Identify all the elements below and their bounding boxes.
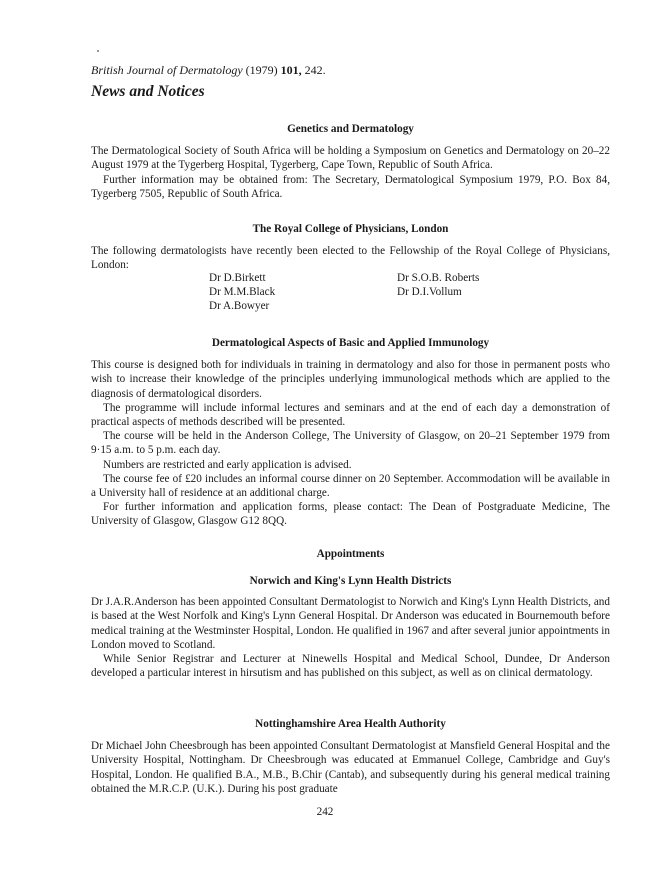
notts-section bbox=[91, 717, 610, 796]
rcp-paragraph: The following dermatologists have recently been elected to the Fellowship of the Royal College of Physicians, London: bbox=[91, 245, 610, 272]
immunology-heading: Dermatological Aspects of Basic and Applied Immunology bbox=[211, 337, 490, 349]
fellow-name: Dr A.Bowyer bbox=[209, 300, 270, 312]
journal-citation bbox=[91, 63, 326, 78]
immunology-paragraph-1: This course is designed both for individuals in training in dermatology and also for those in permanent posts who wish to increase their knowledge of the principles underlying immunological methods which are applied to the diagnosis of dermatological disorders. bbox=[91, 359, 610, 400]
journal-name: British Journal of Dermatology bbox=[91, 63, 243, 77]
appointments-section bbox=[91, 547, 610, 561]
fellows-list-left bbox=[209, 271, 275, 313]
appointments-heading: Appointments bbox=[316, 548, 385, 560]
immunology-section bbox=[91, 336, 610, 529]
immunology-paragraph-5: The course fee of £20 includes an informal course dinner on 20 September. Accommodation will be available in a University hall of residence at an additional charge. bbox=[91, 472, 610, 500]
fellow-name: Dr D.Birkett bbox=[209, 272, 266, 284]
immunology-paragraph-2: The programme will include informal lectures and seminars and at the end of each day a demonstration of practical aspects of methods described will be presented. bbox=[91, 401, 610, 429]
genetics-paragraph-2: Further information may be obtained from: The Secretary, Dermatological Symposium 1979, P.O. Box 84, Tygerberg 7505, Republic of South Africa. bbox=[91, 173, 610, 200]
journal-volume: 101, bbox=[280, 63, 302, 77]
journal-page: 242. bbox=[304, 63, 326, 77]
genetics-heading: Genetics and Dermatology bbox=[287, 123, 414, 135]
immunology-paragraph-3: The course will be held in the Anderson College, The University of Glasgow, on 20–21 September 1979 from 9·15 a.m. to 5 p.m. each day. bbox=[91, 430, 610, 457]
rcp-section bbox=[91, 222, 610, 273]
scan-mark bbox=[97, 50, 99, 52]
notts-heading: Nottinghamshire Area Health Authority bbox=[255, 718, 446, 730]
immunology-paragraph-4: Numbers are restricted and early application is advised. bbox=[103, 458, 352, 471]
notts-paragraph-1: Dr Michael John Cheesbrough has been appointed Consultant Dermatologist at Mansfield General Hospital and the University Hospital, Nottingham. Dr Cheesbrough was educated at Emmanuel College, Cambridge and Guy's Hospital, London. He qualified B.A., M.B., B.Chir (Cantab), and subsequently during his general medical training obtained the M.R.C.P. (U.K.). During his post graduate bbox=[91, 740, 610, 795]
rcp-heading: The Royal College of Physicians, London bbox=[252, 223, 449, 235]
norwich-paragraph-2: While Senior Registrar and Lecturer at Ninewells Hospital and Medical School, Dundee, Dr Anderson developed a particular interest in hirsutism and has published on this subject, as well as on clinical dermatology. bbox=[91, 653, 610, 680]
norwich-paragraph-1: Dr J.A.R.Anderson has been appointed Consultant Dermatologist to Norwich and King's Lynn Health Districts, and is based at the West Norfolk and King's Lynn General Hospital. Dr Anderson was educated in Bournemouth before medical training at the Westminster Hospital, London. He qualified in 1967 and after several junior appointments in London moved to Scotland. bbox=[91, 596, 610, 651]
fellow-name: Dr D.I.Vollum bbox=[397, 286, 462, 298]
page-number: 242 bbox=[316, 806, 334, 818]
fellow-name: Dr S.O.B. Roberts bbox=[397, 272, 480, 284]
section-title: News and Notices bbox=[91, 83, 205, 100]
genetics-paragraph-1: The Dermatological Society of South Africa will be holding a Symposium on Genetics and Dermatology on 20–22 August 1979 at the Tygerberg Hospital, Tygerberg, Cape Town, Republic of South Africa. bbox=[91, 145, 610, 172]
norwich-heading: Norwich and King's Lynn Health Districts bbox=[249, 575, 452, 587]
genetics-section bbox=[91, 122, 610, 201]
norwich-section bbox=[91, 574, 610, 680]
journal-year: (1979) bbox=[245, 63, 278, 77]
fellow-name: Dr M.M.Black bbox=[209, 286, 276, 298]
immunology-paragraph-6: For further information and application forms, please contact: The Dean of Postgraduate Medicine, The University of Glasgow, Glasgow G12 8QQ. bbox=[91, 501, 610, 528]
fellows-list-right bbox=[397, 271, 479, 299]
